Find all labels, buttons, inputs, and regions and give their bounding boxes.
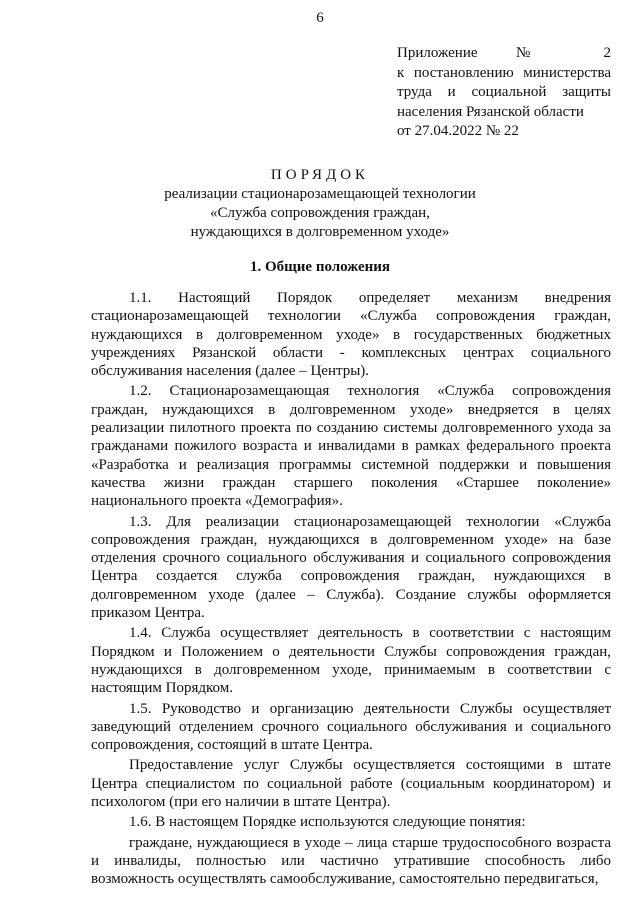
title-subtitle-line: реализации стационарозамещающей технологии (164, 186, 476, 202)
paragraph: 1.5. Руководство и организацию деятельности Службы осуществляет заведующий отделением срочного социального обслуживания и социального сопровождения, состоящий в штате Центра. (91, 700, 611, 754)
appendix-line: Приложение № 2 (397, 45, 611, 61)
paragraph: 1.1. Настоящий Порядок определяет механизм внедрения стационарозамещающей технологии «Служба сопровождения граждан, нуждающихся в долговременном уходе» в государственных бюджетных учреждениях Рязанской области - комплексных центрах социального обслуживания населения (далее – Центры). (91, 290, 611, 380)
paragraph: 1.2. Стационарозамещающая технология «Служба сопровождения граждан, нуждающихся в долговременном уходе» внедряется в целях реализации пилотного проекта по созданию системы долговременного ухода за гражданами пожилого возраста и инвалидами в рамках федерального проекта «Разработка и реализация программы системной поддержки и повышения качества жизни граждан старшего поколения «Старшее поколение» национального проекта «Демография». (91, 383, 611, 510)
section-heading: 1. Общие положения (249, 259, 391, 275)
appendix-line: населения Рязанской области (397, 103, 584, 120)
document-title (0, 166, 640, 242)
title-subtitle-line: нуждающихся в долговременном уходе» (190, 224, 450, 240)
paragraph: граждане, нуждающиеся в уходе – лица старше трудоспособного возраста и инвалиды, полностью или частично утратившие способность либо возможность осуществлять самообслуживание, самостоятельно передвигаться, (91, 834, 611, 888)
appendix-line: к постановлению министерства (397, 64, 611, 81)
paragraph: Предоставление услуг Службы осуществляется состоящими в штате Центра специалистом по социальной работе (социальным координатором) и психологом (при его наличии в штате Центра). (91, 757, 611, 811)
paragraph: 1.6. В настоящем Порядке используются следующие понятия: (129, 814, 526, 831)
appendix-reference (397, 44, 611, 142)
body-text (91, 289, 611, 891)
paragraph: 1.4. Служба осуществляет деятельность в соответствии с настоящим Порядком и Положением о деятельности Службы сопровождения граждан, нуждающихся в долговременном уходе, принимаемым в соответствии с настоящим Порядком. (91, 625, 611, 697)
title-subtitle-line: «Служба сопровождения граждан, (210, 205, 430, 221)
appendix-line: труда и социальной защиты (397, 84, 611, 100)
appendix-line: от 27.04.2022 № 22 (397, 123, 519, 139)
paragraph: 1.3. Для реализации стационарозамещающей технологии «Служба сопровождения граждан, нуждающихся в долговременном уходе» на базе отделения срочного социального обслуживания и социального сопровождения Центра создается служба сопровождения граждан, нуждающихся в долговременном уходе (далее – Служба). Создание службы оформляется приказом Центра. (91, 513, 611, 622)
title-main: ПОРЯДОК (270, 167, 370, 183)
page-number: 6 (316, 10, 324, 26)
